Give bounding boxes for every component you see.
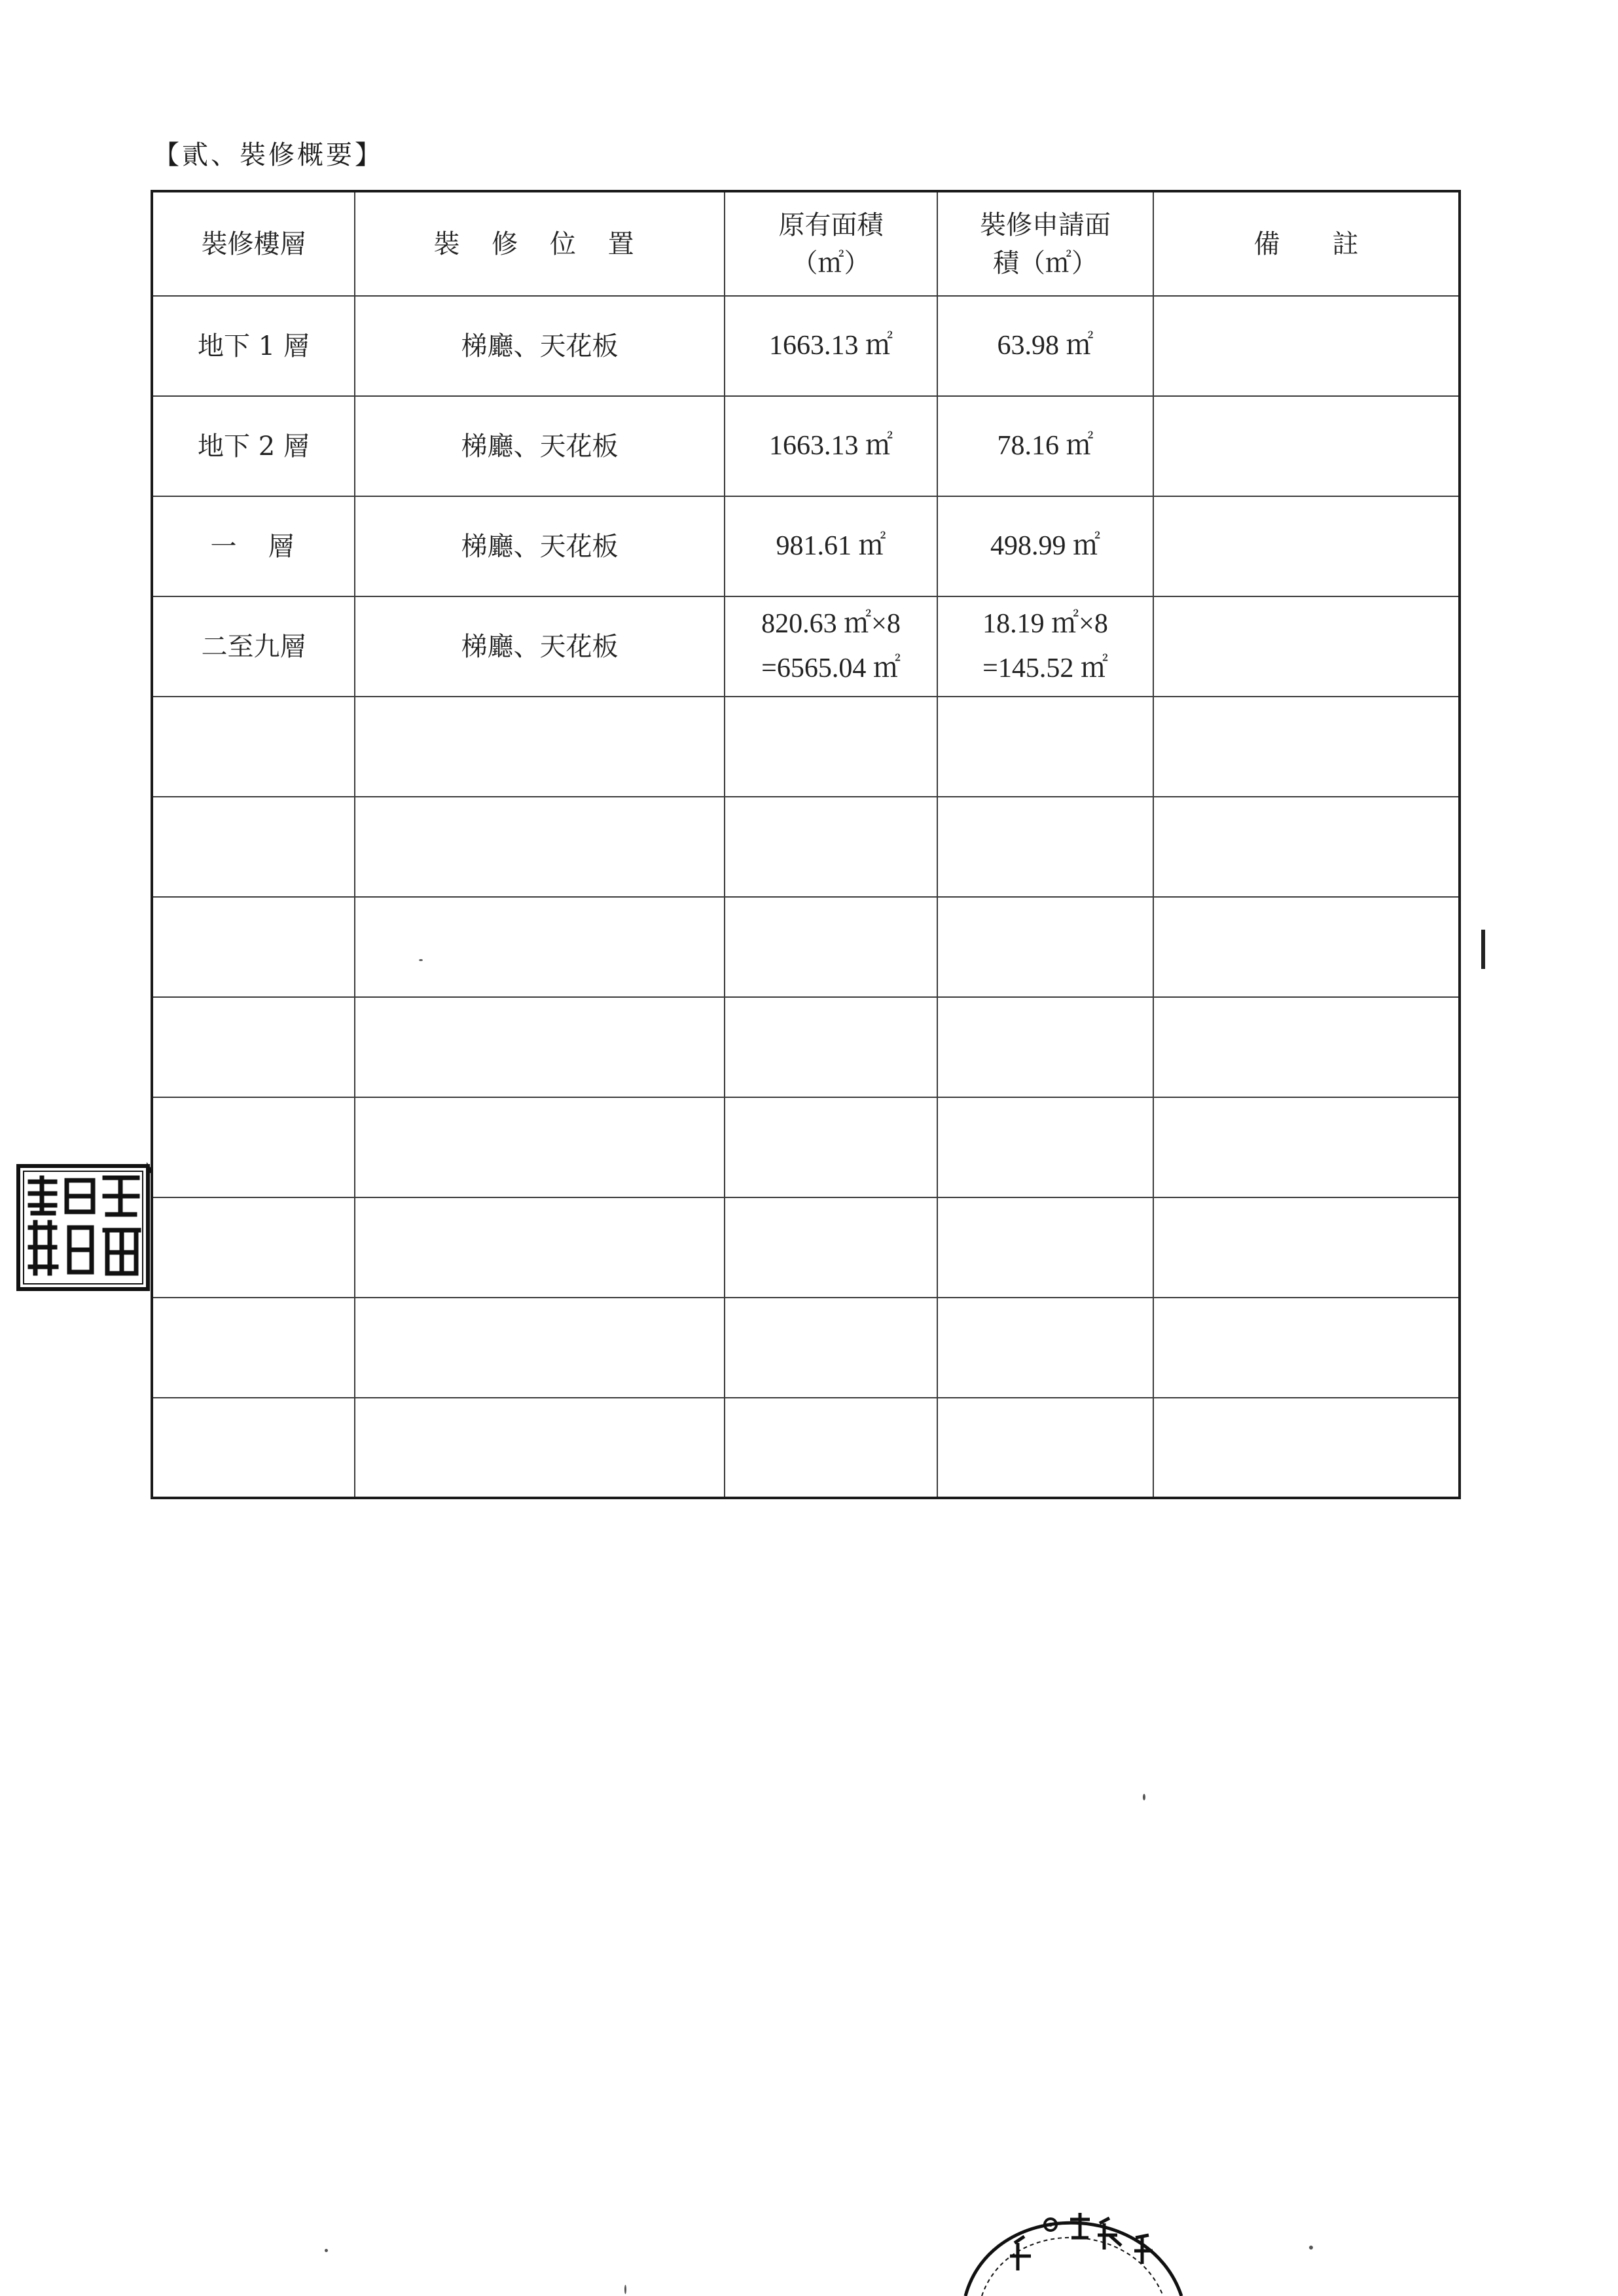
empty-cell — [937, 997, 1153, 1097]
floor-cell: 地下 2 層 — [152, 396, 355, 496]
scan-speck — [1309, 2246, 1313, 2250]
empty-cell — [152, 997, 355, 1097]
original-area-cell: 820.63 ㎡×8 =6565.04 ㎡ — [725, 596, 937, 697]
empty-cell — [725, 797, 937, 897]
request-area-cell: 63.98 ㎡ — [937, 296, 1153, 396]
empty-cell — [355, 1197, 725, 1298]
empty-table-row — [152, 1298, 1460, 1398]
header-location: 裝 修 位 置 — [355, 191, 725, 296]
empty-cell — [725, 1197, 937, 1298]
empty-table-row — [152, 897, 1460, 997]
empty-cell — [152, 797, 355, 897]
request-area-cell: 78.16 ㎡ — [937, 396, 1153, 496]
table-header-row — [152, 191, 1460, 296]
empty-cell — [937, 797, 1153, 897]
empty-cell — [1153, 1097, 1460, 1197]
location-cell: 梯廳、天花板 — [355, 396, 725, 496]
empty-cell — [725, 1097, 937, 1197]
header-note: 備 註 — [1153, 191, 1460, 296]
request-area-cell: 498.99 ㎡ — [937, 496, 1153, 596]
request-area-cell: 18.19 ㎡×8 =145.52 ㎡ — [937, 596, 1153, 697]
empty-cell — [355, 797, 725, 897]
empty-cell — [152, 1298, 355, 1398]
empty-table-row — [152, 797, 1460, 897]
empty-cell — [152, 697, 355, 797]
empty-cell — [1153, 797, 1460, 897]
empty-cell — [1153, 1298, 1460, 1398]
table-row — [152, 496, 1460, 596]
note-cell — [1153, 596, 1460, 697]
empty-cell — [937, 1398, 1153, 1498]
empty-cell — [937, 697, 1153, 797]
empty-cell — [355, 897, 725, 997]
empty-table-row — [152, 1097, 1460, 1197]
empty-table-row — [152, 697, 1460, 797]
empty-cell — [355, 1298, 725, 1398]
empty-cell — [1153, 897, 1460, 997]
empty-cell — [725, 1298, 937, 1398]
empty-cell — [937, 1097, 1153, 1197]
empty-cell — [725, 1398, 937, 1498]
scan-speck — [419, 959, 423, 961]
section-heading: 【貳、裝修概要】 — [153, 140, 384, 170]
location-cell: 梯廳、天花板 — [355, 596, 725, 697]
note-cell — [1153, 396, 1460, 496]
note-cell — [1153, 296, 1460, 396]
header-original-area: 原有面積 （㎡） — [725, 191, 937, 296]
empty-cell — [725, 897, 937, 997]
renovation-summary-table — [151, 190, 1461, 1499]
floor-cell: 一 層 — [152, 496, 355, 596]
scan-speck — [325, 2249, 328, 2252]
empty-cell — [1153, 997, 1460, 1097]
floor-cell: 二至九層 — [152, 596, 355, 697]
note-cell — [1153, 496, 1460, 596]
original-area-cell: 1663.13 ㎡ — [725, 396, 937, 496]
empty-cell — [152, 1197, 355, 1298]
original-area-cell: 981.61 ㎡ — [725, 496, 937, 596]
architect-seal-stamp — [16, 1162, 152, 1293]
empty-cell — [355, 997, 725, 1097]
original-area-cell: 1663.13 ㎡ — [725, 296, 937, 396]
location-cell: 梯廳、天花板 — [355, 296, 725, 396]
empty-cell — [152, 1398, 355, 1498]
empty-cell — [725, 697, 937, 797]
empty-table-row — [152, 1197, 1460, 1298]
header-floor: 裝修樓層 — [152, 191, 355, 296]
empty-cell — [152, 897, 355, 997]
empty-cell — [1153, 1197, 1460, 1298]
floor-cell: 地下 1 層 — [152, 296, 355, 396]
city-seal-stamp — [952, 2172, 1188, 2296]
scan-speck — [1481, 930, 1485, 969]
empty-cell — [725, 997, 937, 1097]
empty-cell — [152, 1097, 355, 1197]
empty-cell — [355, 697, 725, 797]
empty-table-row — [152, 1398, 1460, 1498]
empty-table-row — [152, 997, 1460, 1097]
empty-cell — [1153, 1398, 1460, 1498]
scan-speck — [1143, 1794, 1145, 1800]
empty-cell — [355, 1398, 725, 1498]
scan-speck — [624, 2285, 626, 2294]
empty-cell — [355, 1097, 725, 1197]
header-request-area: 裝修申請面 積（㎡） — [937, 191, 1153, 296]
empty-cell — [937, 1197, 1153, 1298]
table-row — [152, 596, 1460, 697]
empty-cell — [937, 897, 1153, 997]
empty-cell — [937, 1298, 1153, 1398]
location-cell: 梯廳、天花板 — [355, 496, 725, 596]
table-row — [152, 296, 1460, 396]
empty-cell — [1153, 697, 1460, 797]
table-row — [152, 396, 1460, 496]
